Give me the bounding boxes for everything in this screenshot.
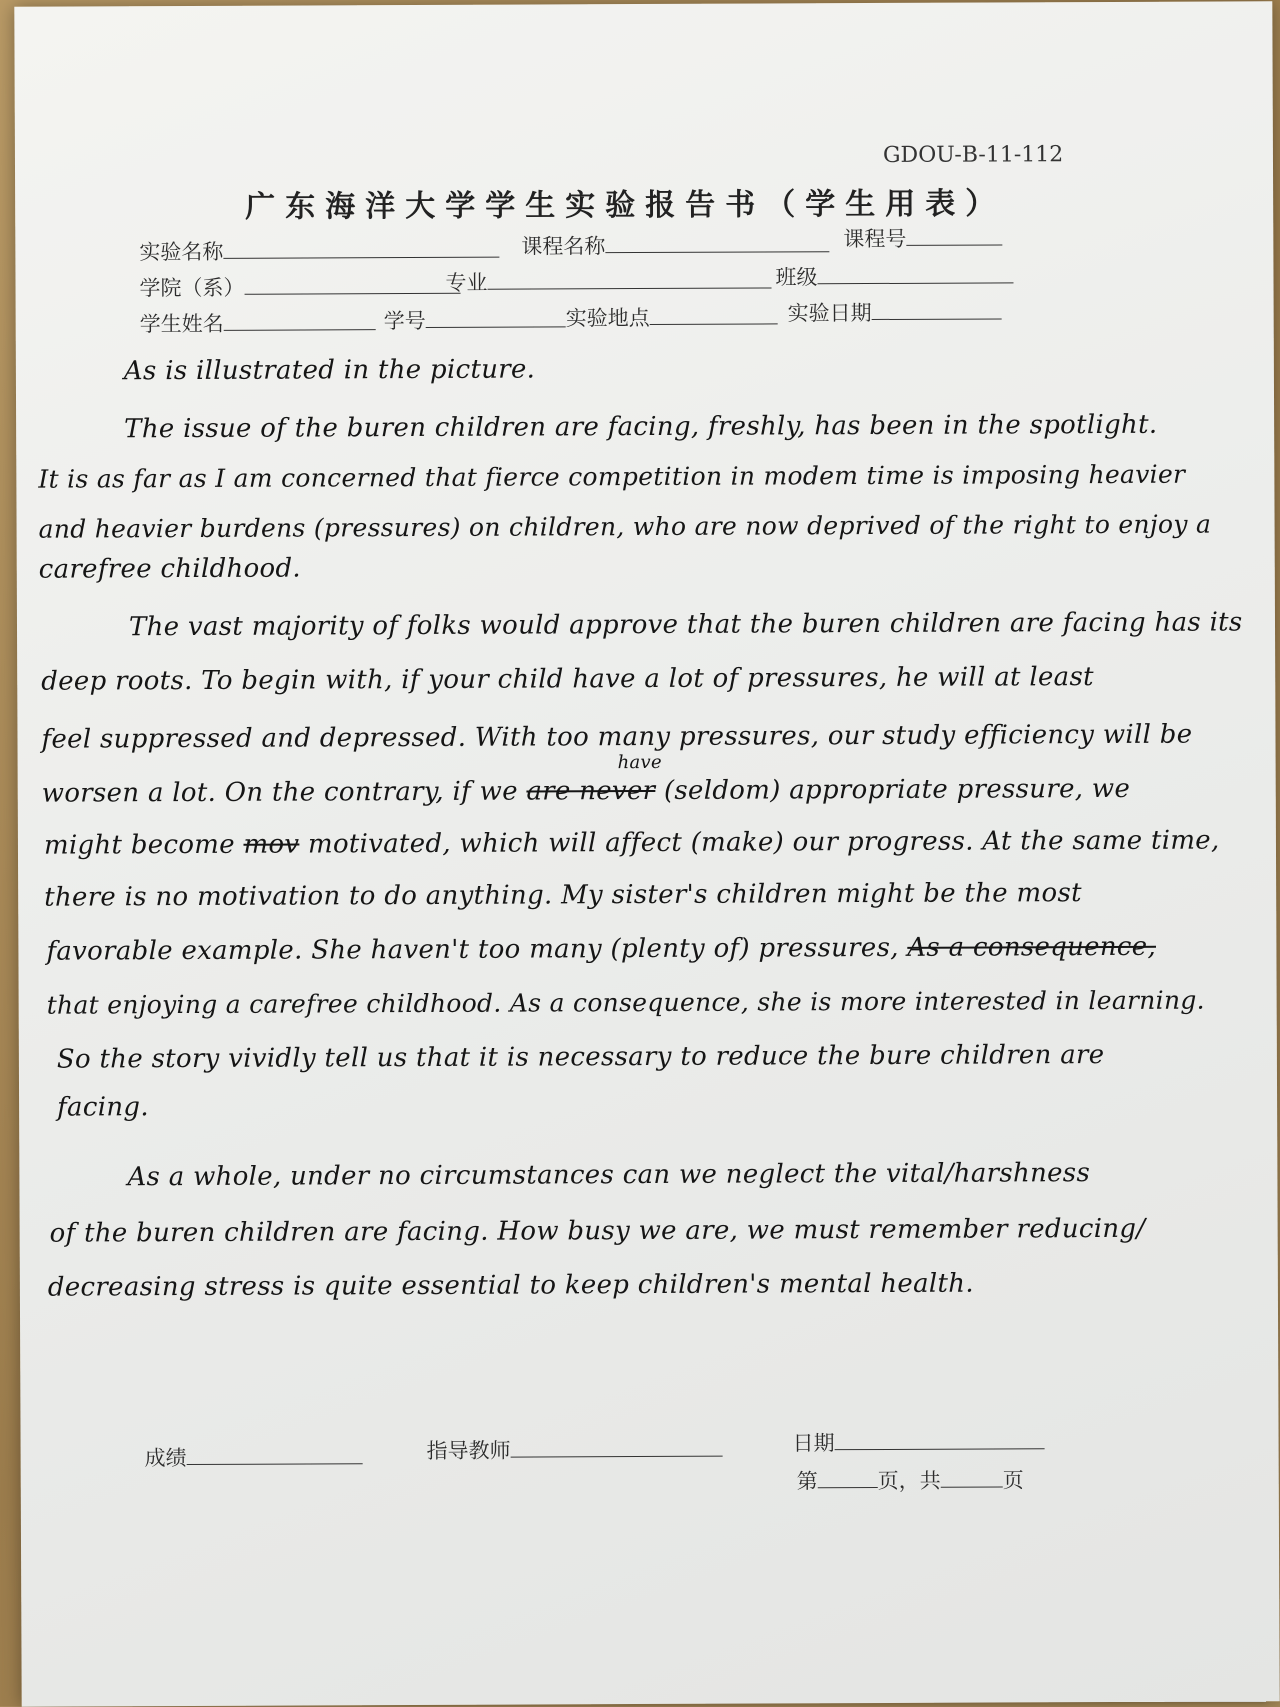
blank-line (487, 267, 771, 289)
footer-label: 页，共 (877, 1468, 941, 1493)
field-label: 课程名称 (521, 234, 606, 259)
form-code: GDOU-B-11-112 (882, 142, 1064, 168)
field-label: 学号 (383, 308, 426, 334)
essay-line-with-correction: worsen a lot. On the contrary, if we are never (seldom) appropriate pressure, we (41, 773, 1131, 809)
essay-line: carefree childhood. (38, 553, 302, 585)
field-label: 实验日期 (787, 301, 872, 326)
essay-line-with-correction (46, 931, 1266, 966)
blank-line (244, 273, 460, 295)
report-sheet (14, 1, 1279, 1706)
essay-line: The vast majority of folks would approve that the buren children are facing has its (128, 607, 1243, 643)
footer-label: 页 (1002, 1468, 1024, 1493)
blank-line (817, 262, 1013, 284)
field-class (775, 260, 1013, 291)
blank-line (906, 224, 1002, 245)
blank-line (818, 1467, 878, 1488)
blank-line (872, 298, 1002, 320)
footer-label: 成绩 (144, 1446, 187, 1471)
insertion-note: have (617, 751, 663, 774)
essay-line: It is as far as I am concerned that fierce competition in modem time is imposing heavier (38, 459, 1186, 494)
field-date (788, 296, 1002, 327)
struck-phrase: As a consequence, (907, 931, 1157, 963)
footer-grade (145, 1441, 363, 1472)
essay-line: As a whole, under no circumstances can we neglect the vital/harshness (127, 1158, 1091, 1193)
field-label: 实验名称 (139, 239, 224, 265)
field-label: 学生姓名 (139, 311, 224, 337)
footer-label: 指导教师 (426, 1438, 511, 1463)
blank-line (835, 1428, 1045, 1450)
essay-line: As is illustrated in the picture. (123, 354, 536, 387)
essay-line-with-correction: might become mov motivated, which will affect (make) our progress. At the same time, (43, 825, 1220, 861)
blank-line (426, 306, 566, 328)
field-label: 课程号 (843, 226, 907, 252)
essay-line: feel suppressed and depressed. With too many pressures, our study efficiency will be (41, 719, 1193, 755)
form-title: 广东海洋大学学生实验报告书（学生用表） (245, 186, 1006, 225)
footer-instructor (427, 1434, 723, 1465)
blank-line (187, 1443, 363, 1465)
essay-line: facing. (57, 1092, 149, 1123)
field-location (566, 301, 778, 332)
essay-line: decreasing stress is quite essential to keep children's mental health. (47, 1268, 974, 1303)
blank-line (224, 309, 376, 331)
blank-line (223, 237, 499, 259)
field-label: 专业 (445, 270, 488, 295)
footer-label: 第 (796, 1469, 818, 1494)
essay-line: of the buren children are facing. How busy we are, we must remember reducing/ (49, 1213, 1146, 1249)
footer-page-number (797, 1464, 1024, 1495)
field-label: 学院（系） (139, 275, 245, 301)
footer-date (793, 1426, 1045, 1457)
blank-line (650, 303, 778, 325)
field-course-no (843, 222, 1002, 253)
field-college (139, 271, 460, 302)
essay-line: there is no motivation to do anything. My sister's children might be the most (44, 878, 1082, 913)
blank-line (511, 1436, 723, 1458)
struck-word: are never (526, 775, 656, 807)
footer-label: 日期 (792, 1431, 835, 1456)
field-label: 实验地点 (565, 305, 650, 331)
field-major (445, 265, 771, 296)
field-label: 班级 (775, 265, 818, 290)
essay-line: and heavier burdens (pressures) on children, who are now deprived of the right to enjoy a (38, 509, 1212, 544)
field-experiment-name (139, 235, 499, 267)
blank-line (941, 1466, 1003, 1487)
field-course-name (521, 229, 829, 260)
essay-line: The issue of the buren children are facing, freshly, has been in the spotlight. (124, 409, 1158, 445)
essay-line: deep roots. To begin with, if your child have a lot of pressures, he will at least (41, 662, 1094, 697)
essay-line-text: favorable example. She haven't too many (plenty of) pressures, (46, 932, 899, 967)
blank-line (605, 231, 829, 253)
field-student-name (140, 307, 376, 338)
field-student-id (384, 304, 566, 335)
struck-word: mov (243, 829, 300, 860)
essay-line: So the story vividly tell us that it is necessary to reduce the bure children are (56, 1040, 1105, 1075)
essay-line: that enjoying a carefree childhood. As a consequence, she is more interested in learning. (46, 985, 1205, 1020)
